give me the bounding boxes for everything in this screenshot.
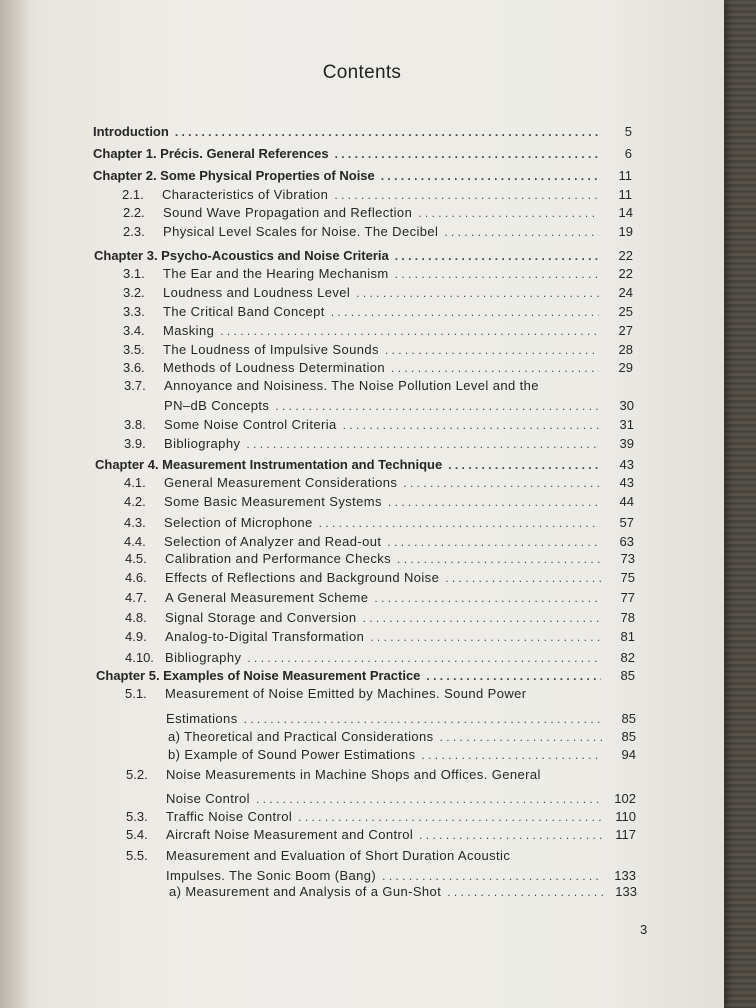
toc-leader-dots (256, 790, 602, 808)
toc-section-entry (124, 533, 634, 551)
toc-page-number: 31 (619, 417, 634, 432)
toc-entry-title: A General Measurement Scheme (165, 590, 369, 605)
toc-entry-title: Loudness and Loudness Level (163, 285, 351, 300)
toc-leader-dots (247, 649, 601, 667)
toc-chapter-entry (96, 667, 635, 685)
toc-entry-title: Methods of Loudness Determination (163, 360, 386, 375)
toc-leader-dots (363, 609, 601, 627)
toc-leader-dots (343, 416, 600, 434)
toc-continuation-line (169, 883, 637, 901)
toc-entry-title: Analog-to-Digital Transformation (165, 629, 365, 644)
toc-page-number: 85 (620, 668, 635, 683)
toc-page-number: 77 (620, 590, 635, 605)
toc-entry-title: Noise Measurements in Machine Shops and Offices. General (166, 767, 541, 782)
toc-chapter-entry (93, 145, 632, 163)
toc-page-number: 73 (620, 551, 635, 566)
toc-section-entry (123, 204, 633, 222)
toc-entry-title: Bibliography (165, 650, 242, 665)
toc-section-entry (126, 847, 636, 865)
toc-section-entry (123, 359, 633, 377)
toc-section-number: 3.1. (123, 266, 145, 281)
toc-entry-title: Chapter 1. Précis. General References (93, 146, 329, 161)
toc-section-number: 4.7. (125, 590, 147, 605)
toc-continuation-line (166, 710, 636, 728)
toc-section-number: 3.4. (123, 323, 145, 338)
page-number: 3 (640, 922, 648, 937)
toc-entry-title: Selection of Microphone (164, 515, 313, 530)
toc-section-number: 5.5. (126, 848, 148, 863)
toc-page-number: 29 (618, 360, 633, 375)
toc-section-entry (123, 303, 633, 321)
toc-section-entry (126, 808, 636, 826)
toc-page-number: 14 (618, 205, 633, 220)
toc-leader-dots (175, 123, 598, 141)
toc-leader-dots (444, 223, 599, 241)
toc-leader-dots (426, 667, 601, 685)
toc-leader-dots (331, 303, 599, 321)
toc-section-entry (124, 416, 634, 434)
toc-section-entry (124, 377, 634, 395)
toc-entry-title: Characteristics of Vibration (162, 187, 329, 202)
toc-section-number: 4.8. (125, 610, 147, 625)
toc-section-entry (124, 474, 634, 492)
toc-page-number: 85 (621, 729, 636, 744)
toc-entry-title: b) Example of Sound Power Estimations (168, 747, 416, 762)
toc-entry-title: Chapter 2. Some Physical Properties of Noise (93, 168, 375, 183)
toc-leader-dots (418, 204, 599, 222)
toc-entry-title: a) Theoretical and Practical Considerations (168, 729, 434, 744)
toc-entry-title: a) Measurement and Analysis of a Gun-Shot (169, 884, 442, 899)
toc-page-number: 94 (621, 747, 636, 762)
toc-section-number: 3.5. (123, 342, 145, 357)
toc-continuation-line (168, 746, 636, 764)
toc-chapter-entry (93, 123, 632, 141)
toc-entry-title: Sound Wave Propagation and Reflection (163, 205, 413, 220)
toc-page-number: 133 (615, 884, 637, 899)
toc-section-entry (126, 766, 636, 784)
toc-page-number: 102 (614, 791, 636, 806)
toc-page-number: 39 (619, 436, 634, 451)
toc-leader-dots (220, 322, 599, 340)
toc-section-number: 2.1. (122, 187, 144, 202)
toc-section-number: 4.2. (124, 494, 146, 509)
toc-entry-title: Signal Storage and Conversion (165, 610, 357, 625)
toc-page-number: 22 (618, 248, 633, 263)
toc-leader-dots (395, 247, 599, 265)
toc-section-entry (125, 685, 635, 703)
toc-leader-dots (244, 710, 602, 728)
toc-page-number: 133 (614, 868, 636, 883)
toc-leader-dots (385, 341, 599, 359)
toc-continuation-line (168, 728, 636, 746)
toc-page-number: 11 (618, 187, 632, 202)
toc-leader-dots (381, 167, 598, 185)
toc-leader-dots (397, 550, 601, 568)
toc-page-number: 30 (619, 398, 634, 413)
toc-section-number: 4.9. (125, 629, 147, 644)
toc-page-number: 6 (624, 146, 632, 161)
toc-leader-dots (246, 435, 600, 453)
background-surface (722, 0, 756, 1008)
toc-entry-title: Traffic Noise Control (166, 809, 293, 824)
toc-leader-dots (403, 474, 600, 492)
toc-page-number: 117 (615, 827, 636, 842)
toc-section-number: 5.3. (126, 809, 148, 824)
toc-leader-dots (335, 145, 598, 163)
toc-leader-dots (391, 359, 599, 377)
toc-leader-dots (421, 746, 602, 764)
toc-entry-title: Physical Level Scales for Noise. The Decibel (163, 224, 439, 239)
toc-page-number: 19 (618, 224, 633, 239)
toc-section-number: 5.1. (125, 686, 147, 701)
toc-entry-title: Measurement of Noise Emitted by Machines. Sound Power (165, 686, 527, 701)
toc-entry-title: Introduction (93, 124, 169, 139)
toc-entry-title: Masking (163, 323, 215, 338)
toc-section-number: 3.9. (124, 436, 146, 451)
toc-entry-title: Noise Control (166, 791, 250, 806)
toc-leader-dots (356, 284, 599, 302)
toc-leader-dots (387, 533, 600, 551)
toc-entry-title: Bibliography (164, 436, 241, 451)
toc-leader-dots (419, 826, 602, 844)
toc-entry-title: Some Noise Control Criteria (164, 417, 337, 432)
toc-page-number: 57 (619, 515, 634, 530)
toc-section-number: 3.6. (123, 360, 145, 375)
toc-leader-dots (298, 808, 602, 826)
toc-entry-title: Aircraft Noise Measurement and Control (166, 827, 414, 842)
toc-section-entry (125, 569, 635, 587)
toc-leader-dots (275, 397, 600, 415)
toc-leader-dots (395, 265, 599, 283)
toc-section-entry (125, 550, 635, 568)
toc-entry-title: The Ear and the Hearing Mechanism (163, 266, 389, 281)
toc-section-entry (125, 589, 635, 607)
toc-section-entry (122, 186, 632, 204)
toc-section-entry (124, 435, 634, 453)
toc-entry-title: Selection of Analyzer and Read-out (164, 534, 382, 549)
toc-page-number: 27 (618, 323, 633, 338)
page-title: Contents (322, 62, 402, 83)
toc-section-number: 3.8. (124, 417, 146, 432)
toc-section-number: 3.7. (124, 378, 146, 393)
toc-leader-dots (448, 456, 600, 474)
toc-section-entry (123, 284, 633, 302)
toc-leader-dots (370, 628, 601, 646)
toc-section-entry (125, 628, 635, 646)
toc-section-entry (123, 322, 633, 340)
toc-section-number: 5.2. (126, 767, 148, 782)
toc-section-number: 3.3. (123, 304, 145, 319)
toc-section-entry (123, 341, 633, 359)
toc-page-number: 25 (618, 304, 633, 319)
toc-section-number: 4.4. (124, 534, 146, 549)
toc-page-number: 75 (620, 570, 635, 585)
toc-section-number: 2.2. (123, 205, 145, 220)
toc-entry-title: Measurement and Evaluation of Short Duration Acoustic (166, 848, 511, 863)
toc-section-number: 4.3. (124, 515, 146, 530)
toc-entry-title: Chapter 4. Measurement Instrumentation and Technique (95, 457, 443, 472)
toc-section-number: 5.4. (126, 827, 148, 842)
toc-entry-title: PN–dB Concepts (164, 398, 270, 413)
toc-entry-title: Chapter 5. Examples of Noise Measurement Practice (96, 668, 421, 683)
toc-continuation-line (166, 790, 636, 808)
toc-continuation-line (164, 397, 634, 415)
toc-section-number: 4.1. (124, 475, 146, 490)
toc-page-number: 22 (618, 266, 633, 281)
toc-page-number: 43 (619, 457, 634, 472)
toc-section-number: 4.5. (125, 551, 147, 566)
toc-entry-title: Chapter 3. Psycho-Acoustics and Noise Criteria (94, 248, 389, 263)
toc-leader-dots (447, 883, 603, 901)
toc-section-entry (123, 223, 633, 241)
toc-leader-dots (440, 728, 602, 746)
toc-page-number: 43 (619, 475, 634, 490)
toc-entry-title: The Loudness of Impulsive Sounds (163, 342, 379, 357)
toc-page-number: 78 (620, 610, 635, 625)
toc-leader-dots (374, 589, 601, 607)
toc-page-number: 24 (618, 285, 633, 300)
toc-section-number: 4.6. (125, 570, 147, 585)
toc-section-entry (126, 826, 636, 844)
toc-chapter-entry (93, 167, 632, 185)
toc-entry-title: Calibration and Performance Checks (165, 551, 392, 566)
toc-leader-dots (445, 569, 601, 587)
toc-section-entry (123, 265, 633, 283)
toc-entry-title: Impulses. The Sonic Boom (Bang) (166, 868, 377, 883)
toc-page-number: 85 (621, 711, 636, 726)
toc-page-number: 63 (619, 534, 634, 549)
toc-page-number: 81 (620, 629, 635, 644)
toc-section-number: 3.2. (123, 285, 145, 300)
toc-page-number: 82 (620, 650, 635, 665)
toc-entry-title: Annoyance and Noisiness. The Noise Pollution Level and the (164, 378, 539, 393)
toc-chapter-entry (95, 456, 634, 474)
toc-entry-title: General Measurement Considerations (164, 475, 398, 490)
toc-section-entry (125, 609, 635, 627)
toc-entry-title: Estimations (166, 711, 238, 726)
toc-leader-dots (388, 493, 600, 511)
toc-entry-title: Some Basic Measurement Systems (164, 494, 382, 509)
toc-entry-title: The Critical Band Concept (163, 304, 325, 319)
toc-entry-title: Effects of Reflections and Background Noise (165, 570, 440, 585)
toc-leader-dots (334, 186, 598, 204)
toc-page-number: 5 (624, 124, 632, 139)
toc-section-entry (125, 649, 635, 667)
toc-section-number: 2.3. (123, 224, 145, 239)
toc-leader-dots (319, 514, 600, 532)
toc-section-entry (124, 493, 634, 511)
toc-page-number: 44 (619, 494, 634, 509)
toc-chapter-entry (94, 247, 633, 265)
toc-page-number: 28 (618, 342, 633, 357)
toc-section-number: 4.10. (125, 650, 154, 665)
toc-section-entry (124, 514, 634, 532)
toc-page-number: 110 (615, 809, 636, 824)
toc-page-number: 11 (618, 168, 632, 183)
